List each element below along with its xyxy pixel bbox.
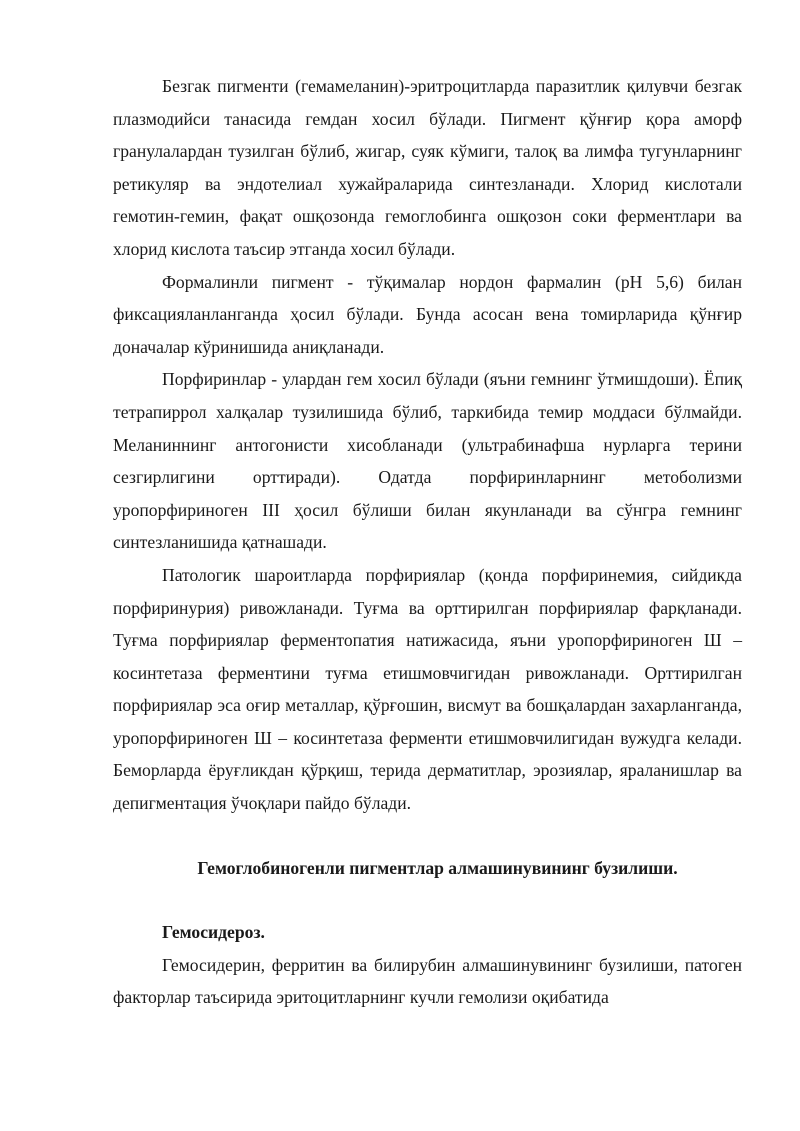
subsection-heading: Гемосидероз. (162, 922, 265, 943)
paragraph-porphyrias: Патологик шароитларда порфириялар (қонда порфиринемия, сийдикда порфиринурия) ривожланади. Туғма ва орттирилган порфириялар фарқланади. Туғма порфириялар ферментопатия натижасида, яъни уропорфириноген Ш – косинтетаза ферментини туғма етишмовчигидан ривожланади. Орттирилган порфириялар эса оғир металлар, қўрғошин, висмут ва бошқалардан захарланганда, уропорфириноген Ш – косинтетаза ферменти етишмовчилигидан вужудга келади. Беморларда ёруғликдан қўрқиш, терида дерматитлар, эрозиялар, яраланишлар ва депигментация ўчоқлари пайдо бўлади. (113, 564, 742, 814)
paragraph-hemosiderin: Гемосидерин, ферритин ва билирубин алмашинувининг бузилиши, патоген факторлар таъсирида эритоцитларнинг кучли гемолизи оқибатида (113, 954, 742, 1008)
document-body (113, 70, 742, 1014)
paragraph-porphyrins: Порфиринлар - улардан гем хосил бўлади (яъни гемнинг ўтмишдоши). Ёпиқ тетрапиррол халқалар тузилишида бўлиб, таркибида темир моддаси бўлмайди. Меланиннинг антогонисти хисобланади (ультрабинафша нурларга терини сезгирлигини орттиради). Одатда порфиринларнинг метоболизми уропорфириноген III ҳосил бўлиши билан якунланади ва сўнгра гемнинг синтезланишида қатнашади. (113, 369, 742, 553)
section-heading: Гемоглобиногенли пигментлар алмашинувининг бузилиши. (197, 857, 678, 878)
paragraph-malaria-pigment: Безгак пигменти (гемамеланин)-эритроцитларда паразитлик қилувчи безгак плазмодийси танасида гемдан хосил бўлади. Пигмент қўнғир қора аморф гранулалардан тузилган бўлиб, жигар, суяк кўмиги, талоқ ва лимфа тугунларнинг ретикуляр ва эндотелиал хужайраларида синтезланади. Хлорид кислотали гемотин-гемин, фақат ошқозонда гемоглобинга ошқозон соки ферментлари ва хлорид кислота таъсир этганда хосил бўлади. (113, 76, 742, 259)
paragraph-formalin-pigment: Формалинли пигмент - тўқималар нордон фармалин (рН 5,6) билан фиксацияланланганда ҳосил бўлади. Бунда асосан вена томирларида қўнғир доначалар кўринишида аниқланади. (113, 271, 742, 357)
